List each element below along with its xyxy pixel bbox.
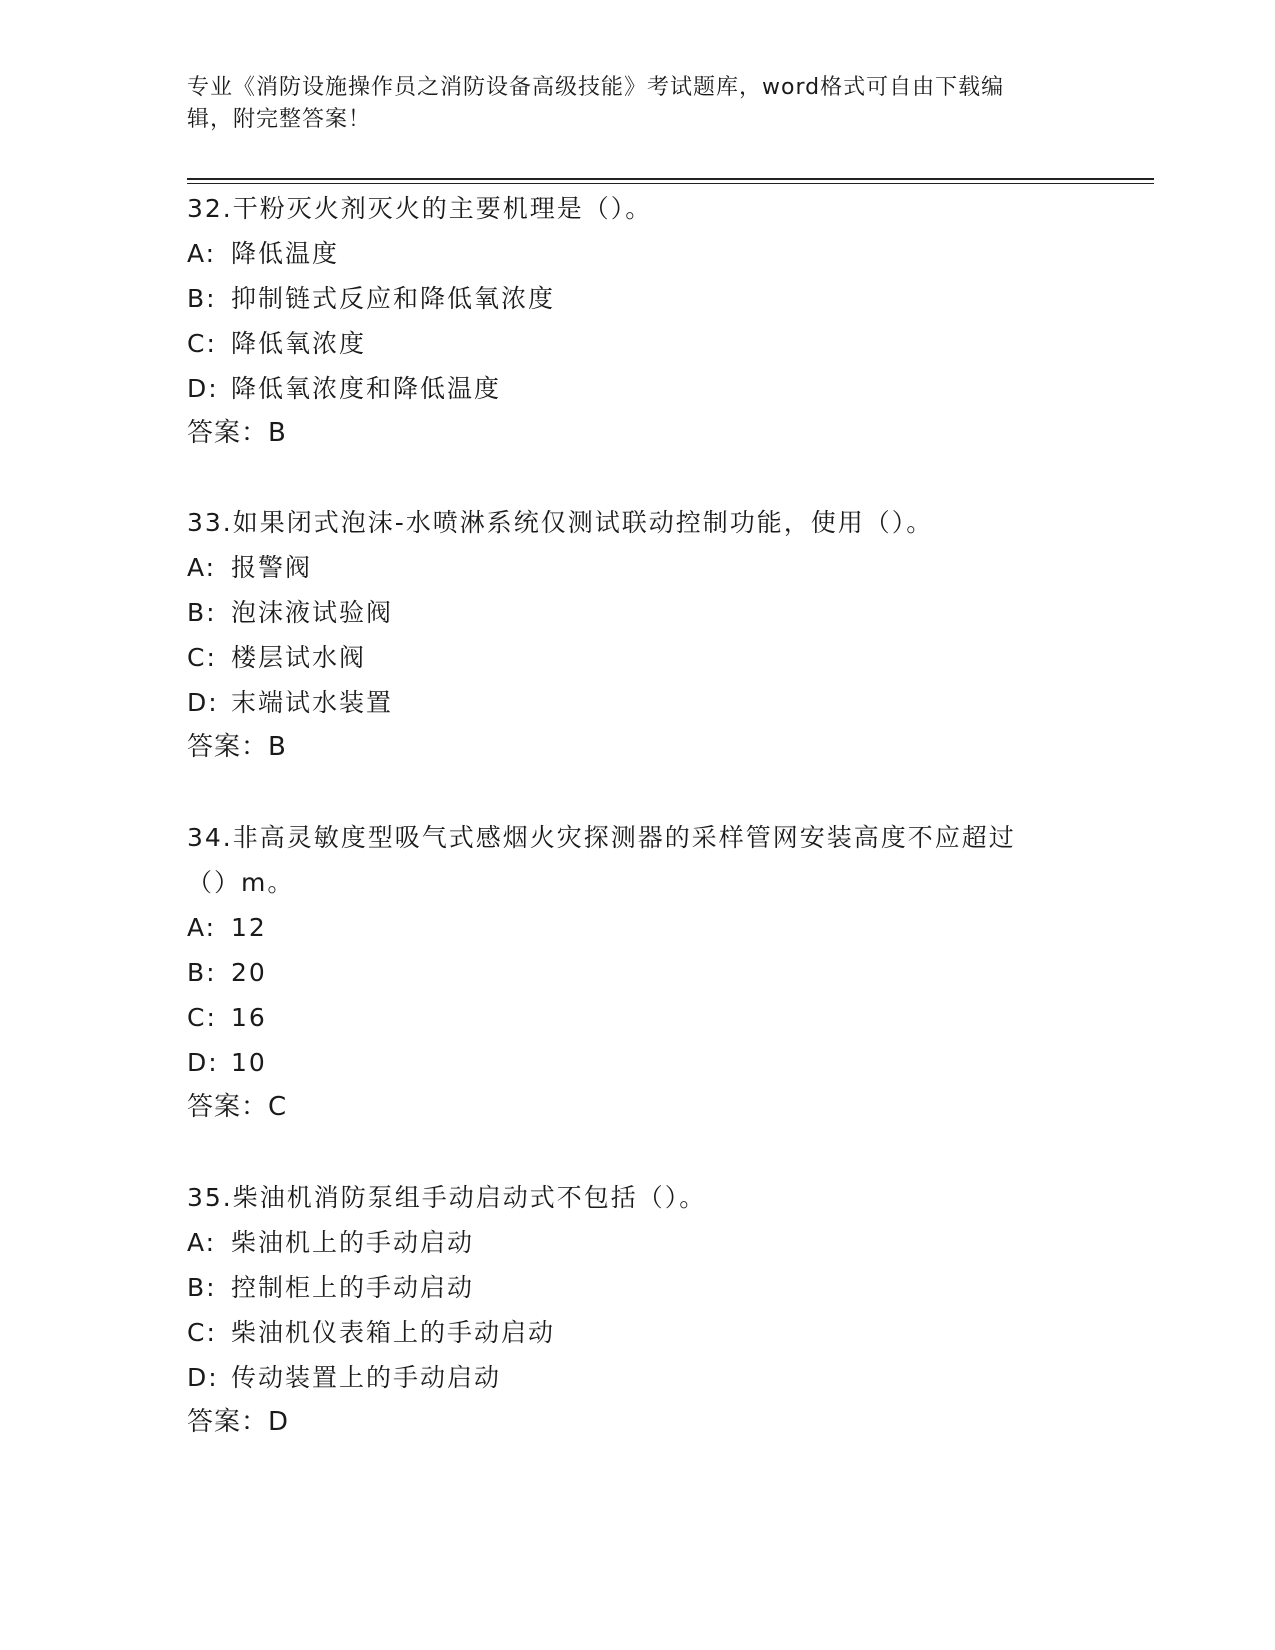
question-text: 34.非高灵敏度型吸气式感烟火灾探测器的采样管网安装高度不应超过 bbox=[187, 823, 1016, 852]
option-text: 柴油机上的手动启动 bbox=[231, 1228, 475, 1257]
option-letter: A: bbox=[187, 553, 217, 582]
option-c bbox=[187, 321, 1087, 366]
option-text: 柴油机仪表箱上的手动启动 bbox=[231, 1318, 556, 1347]
option-letter: D: bbox=[187, 1363, 219, 1392]
option-text: 12 bbox=[231, 913, 267, 942]
option-letter: A: bbox=[187, 913, 217, 942]
option-b bbox=[187, 1265, 1087, 1310]
option-text: 末端试水装置 bbox=[231, 688, 394, 717]
option-a bbox=[187, 545, 1087, 590]
option-d bbox=[187, 680, 1087, 725]
option-text: 楼层试水阀 bbox=[231, 643, 367, 672]
option-text: 抑制链式反应和降低氧浓度 bbox=[231, 284, 556, 313]
option-letter: C: bbox=[187, 1003, 217, 1032]
option-text: 20 bbox=[231, 958, 267, 987]
header-line-2: 辑，附完整答案！ bbox=[187, 107, 372, 132]
option-letter: D: bbox=[187, 1048, 219, 1077]
question-text: 35.柴油机消防泵组手动启动式不包括（）。 bbox=[187, 1183, 707, 1212]
question-text: 32.干粉灭火剂灭火的主要机理是（）。 bbox=[187, 194, 653, 223]
document-header bbox=[187, 72, 1067, 136]
option-b bbox=[187, 276, 1087, 321]
question-34 bbox=[187, 815, 1087, 1130]
option-c bbox=[187, 635, 1087, 680]
option-letter: A: bbox=[187, 1228, 217, 1257]
option-text: 泡沫液试验阀 bbox=[231, 598, 394, 627]
option-text: 报警阀 bbox=[231, 553, 313, 582]
answer-line: 答案：D bbox=[187, 1407, 290, 1437]
option-text: 10 bbox=[231, 1048, 267, 1077]
option-a bbox=[187, 905, 1087, 950]
option-d bbox=[187, 366, 1087, 411]
option-letter: D: bbox=[187, 374, 219, 403]
option-letter: C: bbox=[187, 1318, 217, 1347]
option-a bbox=[187, 231, 1087, 276]
option-letter: A: bbox=[187, 239, 217, 268]
option-b bbox=[187, 590, 1087, 635]
option-letter: B: bbox=[187, 958, 217, 987]
answer-line: 答案：B bbox=[187, 418, 287, 448]
option-d bbox=[187, 1040, 1087, 1085]
option-c bbox=[187, 995, 1087, 1040]
question-32 bbox=[187, 186, 1087, 456]
option-text: 传动装置上的手动启动 bbox=[231, 1363, 502, 1392]
question-35 bbox=[187, 1175, 1087, 1445]
option-b bbox=[187, 950, 1087, 995]
option-text: 降低温度 bbox=[231, 239, 340, 268]
option-text: 降低氧浓度 bbox=[231, 329, 367, 358]
header-divider-thin bbox=[187, 183, 1154, 184]
question-text-continued: （）m。 bbox=[187, 868, 295, 897]
option-letter: C: bbox=[187, 329, 217, 358]
option-text: 降低氧浓度和降低温度 bbox=[231, 374, 502, 403]
question-33 bbox=[187, 500, 1087, 770]
answer-line: 答案：B bbox=[187, 732, 287, 762]
option-text: 控制柜上的手动启动 bbox=[231, 1273, 475, 1302]
option-letter: D: bbox=[187, 688, 219, 717]
option-text: 16 bbox=[231, 1003, 267, 1032]
option-letter: B: bbox=[187, 284, 217, 313]
question-text: 33.如果闭式泡沫-水喷淋系统仅测试联动控制功能，使用（）。 bbox=[187, 508, 934, 537]
option-letter: B: bbox=[187, 1273, 217, 1302]
option-d bbox=[187, 1355, 1087, 1400]
option-letter: B: bbox=[187, 598, 217, 627]
option-a bbox=[187, 1220, 1087, 1265]
option-c bbox=[187, 1310, 1087, 1355]
header-line-1: 专业《消防设施操作员之消防设备高级技能》考试题库，word格式可自由下载编 bbox=[187, 75, 1005, 100]
header-divider-thick bbox=[187, 178, 1154, 180]
answer-line: 答案：C bbox=[187, 1092, 288, 1122]
option-letter: C: bbox=[187, 643, 217, 672]
